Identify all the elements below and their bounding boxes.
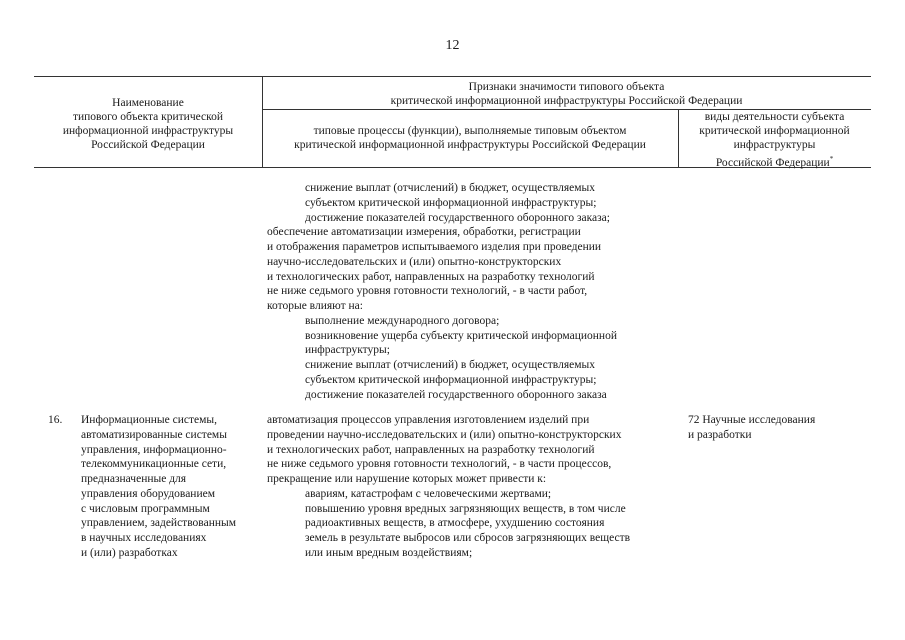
- text-line: и отображения параметров испытываемого изделия при проведении: [267, 241, 602, 253]
- text-line: достижение показателей государственного оборонного заказа;: [305, 211, 610, 224]
- footnote-mark: *: [829, 155, 834, 163]
- text-line: предназначенные для: [81, 473, 187, 485]
- continuation-block: [267, 181, 617, 402]
- page-number: 12: [445, 38, 460, 53]
- text-line: телекоммуникационные сети,: [81, 458, 227, 471]
- text-line: обеспечение автоматизации измерения, обработки, регистрации: [267, 226, 581, 239]
- text-line: управления оборудованием: [81, 487, 216, 500]
- text-line: проведении научно-исследовательских и (или) опытно-конструкторских: [267, 428, 622, 441]
- text-line: прекращение или нарушение которых может привести к:: [267, 473, 547, 485]
- text-line: снижение выплат (отчислений) в бюджет, осуществляемых: [305, 359, 595, 371]
- header-activities-line: [678, 152, 871, 170]
- text-line: с числовым программным: [81, 502, 210, 515]
- text-line: в научных исследованиях: [81, 532, 207, 544]
- row-name: [81, 413, 236, 561]
- header-name-line: информационной инфраструктуры: [62, 125, 234, 137]
- text-line: автоматизация процессов управления изготовлением изделий при: [267, 414, 590, 426]
- header-name-line: типового объекта критической: [72, 111, 224, 123]
- text-line: управлением, задействованным: [81, 517, 237, 530]
- text-line: снижение выплат (отчислений) в бюджет, осуществляемых: [305, 182, 595, 194]
- text-line: Информационные системы,: [81, 414, 217, 426]
- header-name-column: [34, 96, 262, 152]
- text-line: возникновение ущерба субъекту критической информационной: [305, 329, 617, 342]
- header-activities-column: [678, 110, 871, 170]
- text-line: повышению уровня вредных загрязняющих веществ, в том числе: [305, 502, 626, 515]
- text-line: автоматизированные системы: [81, 428, 227, 441]
- header-processes-line: типовые процессы (функции), выполняемые типовым объектом: [313, 125, 627, 137]
- text-line: не ниже седьмого уровня готовности технологий, - в части процессов,: [267, 458, 612, 471]
- row-activities: [688, 413, 815, 443]
- text-line: достижение показателей государственного оборонного заказа: [305, 388, 607, 401]
- row-processes: [267, 413, 630, 561]
- header-signs-line: критической информационной инфраструктуры Российской Федерации: [390, 95, 743, 107]
- text-line: инфраструктуры;: [305, 344, 390, 357]
- header-activities-line: виды деятельности субъекта: [704, 111, 845, 123]
- header-processes-column: [262, 124, 678, 152]
- text-line: управления, информационно-: [81, 443, 227, 456]
- header-signs-line: Признаки значимости типового объекта: [468, 81, 665, 93]
- text-line: земель в результате выбросов или сбросов загрязняющих веществ: [305, 532, 631, 544]
- text-line: выполнение международного договора;: [305, 314, 500, 327]
- header-activities-line: критической информационной: [699, 125, 850, 137]
- text-line: и разработки: [688, 428, 752, 441]
- text-line: и технологических работ, направленных на разработку технологий: [267, 270, 595, 283]
- text-line: радиоактивных веществ, в атмосфере, ухудшению состояния: [305, 517, 605, 530]
- header-name-line: Наименование: [112, 97, 184, 109]
- text-line: субъектом критической информационной инфраструктуры;: [305, 373, 597, 386]
- text-line: субъектом критической информационной инфраструктуры;: [305, 196, 597, 209]
- row-number: 16.: [48, 414, 63, 426]
- text-line: авариям, катастрофам с человеческими жертвами;: [305, 487, 552, 500]
- header-activities-line: инфраструктуры: [733, 139, 816, 151]
- header-name-line: Российской Федерации: [91, 139, 205, 151]
- text-line: или иным вредным воздействиям;: [305, 546, 473, 559]
- header-processes-line: критической информационной инфраструктуры Российской Федерации: [294, 139, 646, 151]
- header-activities-text: Российской Федерации: [715, 156, 830, 169]
- text-line: 72 Научные исследования: [688, 414, 816, 426]
- text-line: которые влияют на:: [267, 300, 363, 312]
- text-line: и (или) разработках: [81, 546, 178, 559]
- text-line: и технологических работ, направленных на разработку технологий: [267, 443, 595, 456]
- text-line: не ниже седьмого уровня готовности технологий, - в части работ,: [267, 285, 588, 298]
- table-top-rule: [34, 76, 871, 77]
- text-line: научно-исследовательских и (или) опытно-конструкторских: [267, 255, 562, 268]
- header-signs-column: [262, 80, 871, 108]
